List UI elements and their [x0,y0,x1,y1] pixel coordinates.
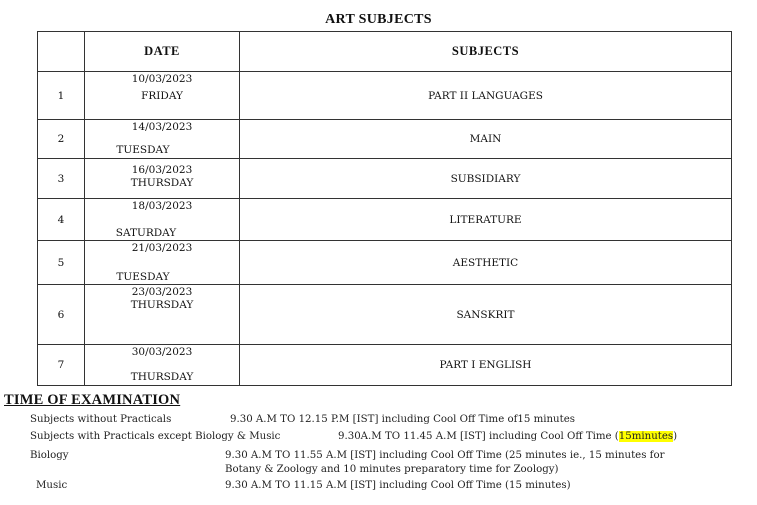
exam-time-text-end: ) [673,431,678,442]
date-value: 16/03/2023 [131,164,193,176]
date-value: 21/03/2023 [131,242,193,254]
date-cell [85,120,240,159]
date-value: 30/03/2023 [131,346,193,358]
row-number: 6 [38,285,85,345]
table-row [38,241,732,285]
day-value: SATURDAY [115,227,177,239]
row-number: 4 [38,199,85,241]
day-value: THURSDAY [130,177,194,189]
header-serial [38,32,85,72]
table-row [38,159,732,199]
table-row [38,345,732,386]
day-value: THURSDAY [130,299,194,311]
date-cell [85,72,240,120]
table-row [38,199,732,241]
date-value: 18/03/2023 [131,200,193,212]
exam-time-text: 9.30 A.M TO 11.15 A.M [IST] including Cool Off Time (15 minutes) [225,480,571,491]
exam-time-label: Music [36,480,68,491]
subject-cell: PART II LANGUAGES [240,72,732,120]
subject-cell: SUBSIDIARY [240,159,732,199]
page-title: ART SUBJECTS [325,12,432,27]
subject-cell: AESTHETIC [240,241,732,285]
header-date: DATE [85,32,240,72]
date-cell [85,345,240,386]
row-number: 5 [38,241,85,285]
subject-cell: MAIN [240,120,732,159]
row-number: 2 [38,120,85,159]
date-value: 10/03/2023 [131,73,193,85]
date-cell [85,199,240,241]
date-cell [85,159,240,199]
exam-time-text: 9.30 A.M TO 12.15 P.M [IST] including Cool Off Time of15 minutes [230,414,575,425]
subject-cell: LITERATURE [240,199,732,241]
highlighted-duration: 15minutes [618,431,674,442]
header-subjects: SUBJECTS [240,32,732,72]
date-cell [85,241,240,285]
exam-time-text: 9.30 A.M TO 11.55 A.M [IST] including Cool Off Time (25 minutes ie., 15 minutes for [225,450,665,461]
date-value: 14/03/2023 [131,121,193,133]
row-number: 1 [38,72,85,120]
day-value: TUESDAY [116,144,170,156]
day-value: TUESDAY [116,271,170,283]
exam-time-heading: TIME OF EXAMINATION [4,392,181,408]
subject-cell: SANSKRIT [240,285,732,345]
table-row [38,285,732,345]
exam-schedule-table [37,31,732,386]
exam-time-text-continued: Botany & Zoology and 10 minutes preparatory time for Zoology) [225,464,559,475]
exam-time-text-main: 9.30A.M TO 11.45 A.M [IST] including Cool Off Time ( [338,431,619,442]
exam-time-label: Subjects without Practicals [30,414,172,425]
day-value: FRIDAY [141,90,183,102]
exam-time-label: Subjects with Practicals except Biology & Music [30,431,281,442]
exam-time-label: Biology [30,450,69,461]
date-cell [85,285,240,345]
date-value: 23/03/2023 [131,286,193,298]
table-header-row [38,32,732,72]
row-number: 7 [38,345,85,386]
table-row [38,72,732,120]
exam-time-text [338,431,677,442]
day-value: THURSDAY [130,371,194,383]
table-row [38,120,732,159]
subject-cell: PART I ENGLISH [240,345,732,386]
row-number: 3 [38,159,85,199]
